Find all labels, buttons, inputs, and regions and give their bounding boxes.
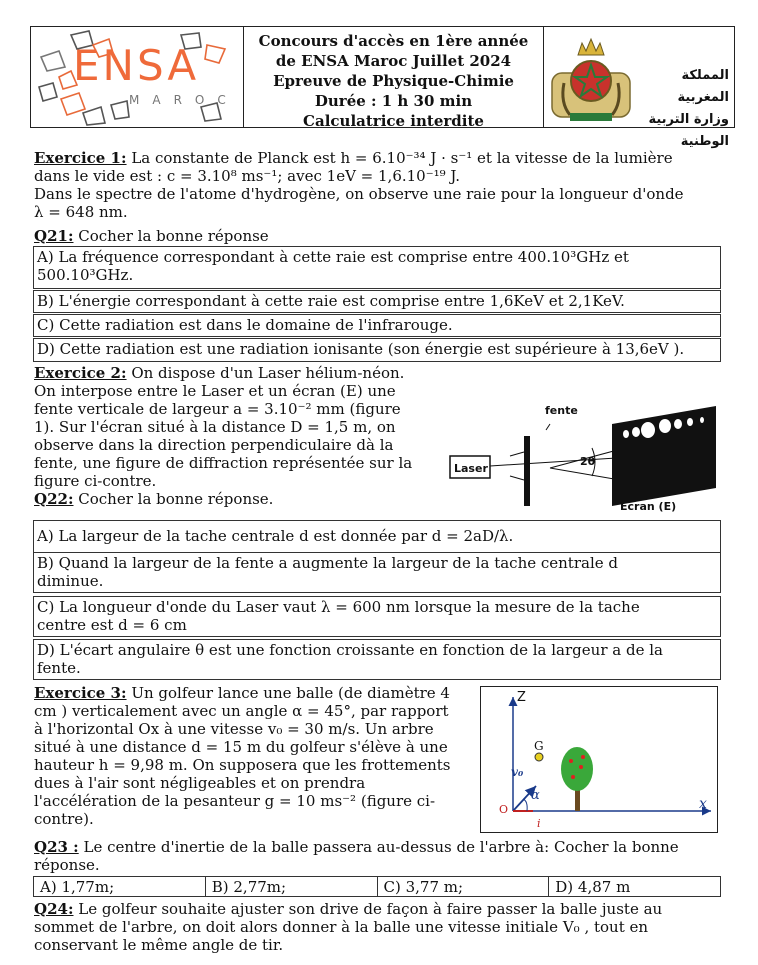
diffraction-figure <box>440 366 722 520</box>
fig-label-angle: 2θ <box>580 455 596 468</box>
ex2-line-7: figure ci-contre. <box>34 472 157 490</box>
ex3-line-2: cm ) verticalement avec un angle α = 45°, par rapport <box>34 702 449 720</box>
ex3-text-1: Un golfeur lance une balle (de diamètre 4 <box>131 684 450 702</box>
q23-option-a[interactable]: A) 1,77m; <box>34 877 206 896</box>
golf-diagram <box>481 687 717 832</box>
ex1-text-1: La constante de Planck est h = 6.10⁻³⁴ J · s⁻¹ et la vitesse de la lumière <box>131 149 673 167</box>
q24-text-1: Le golfeur souhaite ajuster son drive de façon à faire passer la balle juste au <box>78 900 663 918</box>
q21-prompt: Cocher la bonne réponse <box>78 227 269 245</box>
fig-label-alpha: α <box>531 788 540 803</box>
ex3-line-7: l'accélération de la pesanteur g = 10 ms⁻² (figure ci- <box>34 792 436 810</box>
q24-line-3: conservant le même angle de tir. <box>34 936 284 954</box>
q22-prompt: Cocher la bonne réponse. <box>78 490 274 508</box>
q24-line-2: sommet de l'arbre, on doit alors donner à la balle une vitesse initiale V₀ , tout en <box>34 918 649 936</box>
ex2-text-1: On dispose d'un Laser hélium-néon. <box>131 364 405 382</box>
q24-title: Q24: <box>34 900 74 918</box>
ex1-title: Exercice 1: <box>34 149 127 167</box>
q22-option-b[interactable] <box>33 552 721 593</box>
q23-text-1: Le centre d'inertie de la balle passera au-dessus de l'arbre à: Cocher la bonne <box>83 838 679 856</box>
ex2-line-3: fente verticale de largeur a = 3.10⁻² mm (figure <box>34 400 401 418</box>
q21-c-text: C) Cette radiation est dans le domaine de l'infrarouge. <box>37 316 453 334</box>
q22-option-d[interactable] <box>33 639 721 680</box>
q21-option-d[interactable] <box>33 338 721 362</box>
golf-figure <box>480 686 718 833</box>
slit-plate <box>524 436 530 506</box>
diffraction-diagram <box>440 366 722 520</box>
q23-block <box>34 838 724 874</box>
q22-d-line-1: D) L'écart angulaire θ est une fonction croissante en fonction de la largeur a de la <box>37 641 663 659</box>
arabic-line-1: المملكة المغربية <box>677 68 729 105</box>
q23-line-1 <box>34 838 724 856</box>
moroccan-coat-of-arms-icon <box>550 33 632 121</box>
q22-d-line-2: fente. <box>37 659 81 677</box>
ex2-line-4: 1). Sur l'écran situé à la distance D = 1,5 m, on <box>34 418 396 436</box>
ex3-line-1 <box>34 684 474 702</box>
q22-a-text: A) La largeur de la tache centrale d est donnée par d = 2aD/λ. <box>37 527 514 545</box>
exam-header <box>30 26 735 149</box>
title-line-4: Durée : 1 h 30 min <box>314 92 473 110</box>
fig-label-fente: fente <box>545 404 578 417</box>
q23-option-d[interactable]: D) 4,87 m <box>555 878 631 896</box>
q21-option-b[interactable] <box>33 290 721 313</box>
q23-title: Q23 : <box>34 838 79 856</box>
exercise-1 <box>34 149 724 221</box>
fig-label-laser: Laser <box>454 462 488 475</box>
q21-option-a[interactable] <box>33 246 721 289</box>
q22-title: Q22: <box>34 490 74 508</box>
q23-option-c[interactable]: C) 3,77 m; <box>378 877 550 896</box>
q21-title: Q21: <box>34 227 74 245</box>
arabic-line-2: وزارة التربية الوطنية <box>648 112 729 149</box>
ex3-line-3: à l'horizontal Ox à une vitesse v₀ = 30 m/s. Un arbre <box>34 720 434 738</box>
ensa-logo <box>31 27 244 127</box>
logo-subtext: MAROC <box>129 93 239 107</box>
central-spot <box>641 422 655 438</box>
q22-option-c[interactable] <box>33 596 721 637</box>
ministry-arabic <box>639 65 729 153</box>
title-line-3: Epreuve de Physique-Chimie <box>273 72 514 90</box>
ex2-line-5: observe dans la direction perpendiculaire dà la <box>34 436 394 454</box>
ex2-line-2: On interpose entre le Laser et un écran (E) une <box>34 382 396 400</box>
exercise-3 <box>34 684 474 828</box>
q24-line-1 <box>34 900 724 918</box>
exercise-2 <box>34 364 434 508</box>
ex3-line-4: situé à une distance d = 15 m du golfeur s'élève à une <box>34 738 448 756</box>
exam-title-block <box>244 27 544 130</box>
q22-c-line-2: centre est d = 6 cm <box>37 616 187 634</box>
ex3-line-6: dues à l'air sont négligeables et on prendra <box>34 774 366 792</box>
fig-label-o: O <box>499 803 509 816</box>
slit-holder <box>510 452 524 480</box>
tree-crown <box>561 747 593 791</box>
ministry-block <box>544 27 734 149</box>
q23-line-2: réponse. <box>34 856 100 874</box>
fig-label-x: x <box>699 796 707 812</box>
ex1-line-1 <box>34 149 724 167</box>
ex1-line-3: Dans le spectre de l'atome d'hydrogène, on observe une raie pour la longueur d'onde <box>34 185 684 203</box>
q22-option-a[interactable] <box>33 520 721 553</box>
q21-option-c[interactable] <box>33 314 721 337</box>
fig-label-z: Z <box>517 690 526 705</box>
ex2-title: Exercice 2: <box>34 364 127 382</box>
ex3-line-5: hauteur h = 9,98 m. On supposera que les frottements <box>34 756 451 774</box>
fig-label-v0: v₀ <box>511 765 524 779</box>
q22-c-line-1: C) La longueur d'onde du Laser vaut λ = 600 nm lorsque la mesure de la tache <box>37 598 640 616</box>
ex2-line-6: fente, une figure de diffraction représentée sur la <box>34 454 413 472</box>
q21-heading <box>34 227 724 245</box>
ex1-line-2: dans le vide est : c = 3.10⁸ ms⁻¹; avec 1eV = 1,6.10⁻¹⁹ J. <box>34 167 461 185</box>
fig-label-g: G <box>534 739 544 753</box>
q21-a-line-1: A) La fréquence correspondant à cette raie est comprise entre 400.10³GHz et <box>37 248 629 266</box>
logo-text: ENSA <box>73 41 200 90</box>
ex3-line-8: contre). <box>34 810 94 828</box>
ex1-line-4: λ = 648 nm. <box>34 203 128 221</box>
title-line-5: Calculatrice interdite <box>303 112 484 130</box>
q23-options-row <box>33 876 721 897</box>
title-line-1: Concours d'accès en 1ère année <box>258 32 529 50</box>
q24-block <box>34 900 724 954</box>
q22-b-line-1: B) Quand la largeur de la fente a augmente la largeur de la tache centrale d <box>37 554 618 572</box>
ex3-title: Exercice 3: <box>34 684 127 702</box>
fig-label-i: i <box>537 817 541 830</box>
q22-b-line-2: diminue. <box>37 572 104 590</box>
q23-option-b[interactable]: B) 2,77m; <box>206 877 378 896</box>
q22-heading <box>34 490 434 508</box>
title-line-2: de ENSA Maroc Juillet 2024 <box>275 52 512 70</box>
q21-a-line-2: 500.10³GHz. <box>37 266 134 284</box>
q21-d-text: D) Cette radiation est une radiation ionisante (son énergie est supérieure à 13,6eV ). <box>37 340 685 358</box>
fig-label-ecran: Ecran (E) <box>620 500 677 513</box>
ex2-line-1 <box>34 364 434 382</box>
q21-b-text: B) L'énergie correspondant à cette raie est comprise entre 1,6KeV et 2,1KeV. <box>37 292 625 310</box>
